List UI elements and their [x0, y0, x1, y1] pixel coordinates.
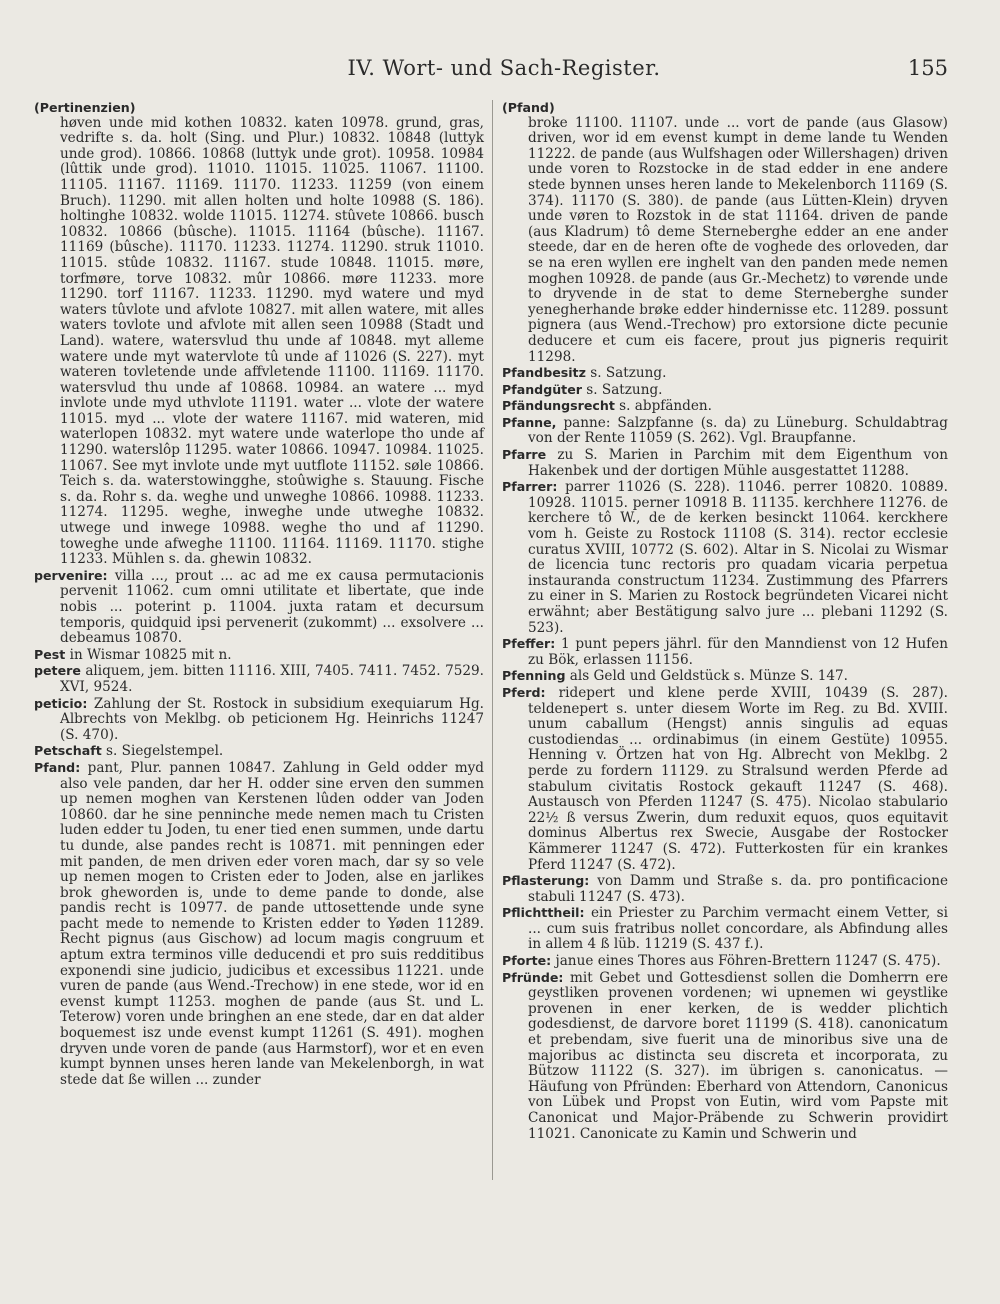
entry-text: parrer 11026 (S. 228). 11046. perrer 10820. 10889. 10928. 11015. perner 10918 B. 11135. kerchhere 11276. de kerchere tô W., de de kerken besinckt 11064. kerckhere vom h. Geiste zu Rostock 11108 (S. 314). rector ecclesie curatus XVIII, 10772 (S. 602). Altar in S. Nicolai zu Wismar de licencia tunc rectoris pro quadam vicaria perpetua instauranda constructum 11234. Zustimmung des Pfarrers zu einer in S. Marien zu Rostock begründeten Vicarei nicht erwähnt; aber Bestätigung salvo jure ... plebani 11292 (S. 523). — [528, 479, 948, 636]
entry-text: ridepert und klene perde XVIII, 10439 (S. 287). teldenepert s. unter diesem Worte im Reg. zu Bd. XVIII. unum caballum (Hengst) annis singulis ad equas custodiendas ... ordinabimus (in einem Gestüte) 10955. Henning v. Örtzen hat von Hg. Albrecht von Meklbg. 2 perde zu fordern 11129. zu Stralsund werden Pferde ad stabulum civitatis Rostock gekauft 11247 (S. 468). Austausch von Pferden 11247 (S. 475). Nicolao stabulario 22½ ß versus Zwerin, dum reduxit equos, quos equitavit dominus Albertus rex Swecie, Ausgabe der Rostocker Kämmerer 11247 (S. 472). Futterkosten für ein krankes Pferd 11247 (S. 472). — [528, 684, 948, 873]
register-entry — [502, 447, 948, 479]
entry-text: in Wismar 10825 mit n. — [65, 646, 232, 663]
right-entry-list — [502, 365, 948, 1142]
register-entry — [34, 760, 484, 1088]
column-divider — [492, 100, 493, 1180]
left-column — [34, 100, 484, 1088]
register-entry — [502, 479, 948, 636]
entry-text: s. Satzung. — [585, 365, 667, 382]
entry-headword: Pfarrer: — [502, 479, 558, 495]
entry-text: zu S. Marien in Parchim mit dem Eigenthum von Hakenbek und der dortigen Mühle ausgestattet 11288. — [528, 447, 948, 479]
register-entry — [34, 647, 484, 664]
entry-headword: Pfründe: — [502, 969, 564, 985]
continued-entry-text: broke 11100. 11107. unde ... vort de pande (aus Glasow) driven, wor id em evenst kumpt in deme lande tu Wenden 11222. de pande (aus Wulfshagen oder Willershagen) driven unde voren to Rozstocke in de stad edder in ene andere stede bynnen unses heren lande to Mekelenborch 11169 (S. 374). 11170 (S. 380). de pande (aus Lütten-Klein) dryven unde vøren to Rozstok in de stat 11164. driven de pande (aus Kladrum) tô deme Sterneberghe edder an ene ander steede, dar en de heren ofte de voghede des orloveden, dar se na eren wyllen ere inghelt van den panden mede nemen moghen 10928. de pande (aus Gr.-Mechetz) to vørende unde to dryvende in de stat to deme Sterneberghe sunder yenegherhande brøke edder hindernisse etc. 11289. possunt pignera (aus Wend.-Trechow) pro extorsione dicte pecunie deducere et cum eis facere, prout jus pigneris requirit 11298. — [528, 114, 948, 365]
page-header — [60, 56, 948, 88]
register-entry — [502, 365, 948, 382]
register-entry — [34, 696, 484, 744]
continued-heading: (Pfand) — [502, 100, 555, 115]
register-entry — [34, 568, 484, 647]
entry-headword: Pfarre — [502, 447, 547, 463]
entry-headword: Pflichttheil: — [502, 905, 585, 921]
entry-headword: pervenire: — [34, 567, 108, 583]
register-entry — [502, 970, 948, 1143]
running-title: IV. Wort- und Sach-Register. — [347, 56, 661, 80]
register-entry — [502, 636, 948, 668]
entry-headword: Pfenning — [502, 668, 566, 684]
entry-headword: Pfandbesitz — [502, 365, 586, 381]
entry-text: von Damm und Straße s. da. pro pontificacione stabuli 11247 (S. 473). — [528, 873, 948, 905]
entry-text: Zahlung der St. Rostock in subsidium exequiarum Hg. Albrechts von Meklbg. ob peticionem Hg. Heinrichs 11247 (S. 470). — [60, 695, 484, 743]
register-entry — [502, 398, 948, 415]
register-entry — [502, 905, 948, 953]
register-entry — [502, 415, 948, 447]
entry-text: 1 punt pepers jährl. für den Manndienst von 12 Hufen zu Bök, erlassen 11156. — [528, 636, 948, 668]
continued-heading: (Pertinenzien) — [34, 100, 136, 115]
entry-text: janue eines Thores aus Föhren-Brettern 11247 (S. 475). — [551, 953, 941, 970]
entry-text: panne: Salzpfanne (s. da) zu Lüneburg. Schuldabtrag von der Rente 11059 (S. 262). Vgl. Braupfanne. — [528, 414, 948, 447]
entry-headword: Pforte: — [502, 953, 552, 969]
entry-text: s. abpfänden. — [614, 398, 713, 415]
entry-headword: Pfanne, — [502, 414, 557, 430]
entry-headword: Pfandgüter — [502, 381, 582, 397]
left-entry-list — [34, 568, 484, 1089]
entry-headword: Pflasterung: — [502, 873, 590, 889]
register-entry — [34, 743, 484, 760]
right-column — [502, 100, 948, 1142]
entry-headword: Pfeffer: — [502, 636, 556, 652]
entry-headword: Petschaft — [34, 743, 102, 759]
register-entry — [502, 953, 948, 970]
entry-text: als Geld und Geldstück s. Münze S. 147. — [565, 668, 848, 685]
entry-headword: Pfändungsrecht — [502, 398, 615, 414]
register-entry — [502, 685, 948, 873]
entry-text: s. Satzung. — [581, 381, 663, 398]
entry-text: ein Priester zu Parchim vermacht einem Vetter, si ... cum suis fratribus nollet concordare, als Abfindung alles in allem 4 ß lüb. 11219 (S. 437 f.). — [528, 905, 948, 953]
register-entry — [502, 382, 948, 399]
entry-headword: Pest — [34, 646, 66, 662]
entry-text: pant, Plur. pannen 10847. Zahlung in Geld odder myd also vele panden, dar her H. odder sine erven den summen up nemen moghen van Kerstenen lûden odder van Joden 10860. dar he sine penninche mede nemen mach tu Cristen luden edder tu Joden, tu ener tied enen summen, unde dartu tu dunde, alse pandes recht is 10871. mit penningen eder mit panden, de men driven eder voren mach, dar sy so vele up nemen mogen to Cristen eder to Joden, alse en jarlikes brok gheworden is, unde to deme pande to donde, alse pandis recht is 10977. de pande uttosettende unde syne pacht mede to nemende to Kristen edder to Yøden 11289. Recht pignus (aus Gischow) ad locum magis congruum et aptum extra terminos ville deducendi et pro suis redditibus exponendi sine judicio, judicibus et excessibus 11221. unde vuren de pande (aus Wend.-Trechow) in ene stede, wor id en evenst kumpt 11253. moghen de pande (aus St. und L. Teterow) voren unde bringhen an ene stede, dar en dat alder boquemest isz unde evenst kumpt 11261 (S. 491). moghen dryven unde voren de pande (aus Harmstorf), wor et en even kumpt bynnen unses heren lande van Mekelenborgh, in wat stede dat ße willen ... zunder — [60, 759, 484, 1088]
entry-text: aliquem, jem. bitten 11116. XIII, 7405. 7411. 7452. 7529. XVI, 9524. — [60, 663, 484, 695]
entry-text: mit Gebet und Gottesdienst sollen die Domherrn ere geystliken provenen vordenen; wi upnemen wi geystlike provenen in ener kerken, de is wedder plichtich godesdienst, de darvore boret 11199 (S. 418). canonicatum et prebendam, sive fuerit una de minoribus sive una de majoribus ac distincta seu discreta et incorporata, zu Bützow 11122 (S. 327). im übrigen s. canonicatus. — Häufung von Pfründen: Eberhard von Attendorn, Canonicus von Lübek und Propst von Eutin, wird vom Papste mit Canonicat und Major-Präbende zu Schwerin providirt 11021. Canonicate zu Kamin und Schwerin und — [528, 969, 948, 1142]
continued-entry-text: høven unde mid kothen 10832. katen 10978. grund, gras, vedrifte s. da. holt (Sing. und Plur.) 10832. 10848 (luttyk unde grod). 10866. 10868 (luttyk unde grot). 10958. 10984 (lûttik unde grod). 11010. 11015. 11025. 11067. 11100. 11105. 11167. 11169. 11170. 11233. 11259 (von einem Bruch). 11290. mit allen holten und holte 10988 (S. 186). holtinghe 10832. wolde 11015. 11274. stûvete 10866. busch 10832. 10866 (bûsche). 11015. 11164 (bûsche). 11167. 11169 (bûsche). 11170. 11233. 11274. 11290. struk 11010. 11015. stûde 10832. 11167. stude 10848. 11015. møre, torfmøre, torve 10832. mûr 10866. møre 11233. more 11290. torf 11167. 11233. 11290. myd watere und myd waters tûvlote und afvlote 10827. mit allen watere, mit alles waters tovlote und afvlote mit allen seen 10988 (Stadt und Land). watere, watersvlud thu unde af 10848. myt alleme watere unde myt watervlote tû unde af 11026 (S. 227). myt wateren tovletende unde affvletende 11100. 11169. 11170. watersvlud thu unde af 10868. 10984. an watere ... myd invlote unde myd uthvlote 11191. water ... vlote der watere 11015. myd ... vlote der watere 11167. mid wateren, mid waterlopen 10832. myt watere unde waterlope tho unde af 11290. waterslôp 11295. water 10866. 10947. 10984. 11025. 11067. See myt invlote unde myt uutflote 11152. søle 10866. Teich s. da. waterstowingghe, stoûwighe s. Stauung. Fische s. da. Rohr s. da. weghe und unweghe 10866. 10988. 11233. 11274. 11295. weghe, inweghe unde utweghe 10832. utwege und inwege 10988. weghe tho und af 11290. toweghe unde afweghe 11100. 11164. 11169. 11170. stighe 11233. Mühlen s. da. ghewin 10832. — [60, 114, 484, 568]
entry-headword: Pferd: — [502, 684, 546, 700]
entry-headword: petere — [34, 663, 81, 679]
entry-headword: Pfand: — [34, 759, 81, 775]
register-entry — [34, 663, 484, 695]
register-entry — [502, 873, 948, 905]
page-number: 155 — [907, 56, 948, 80]
entry-text: villa ..., prout ... ac ad me ex causa permutacionis pervenit 11062. cum omni utilitate et libertate, que inde nobis ... poterint p. 11004. juxta ratam et decursum temporis, quidquid ipsi pervenerit (zukommt) ... exsolvere ... debeamus 10870. — [60, 567, 484, 647]
entry-text: s. Siegelstempel. — [101, 743, 224, 760]
entry-headword: peticio: — [34, 695, 88, 711]
register-entry — [502, 668, 948, 685]
